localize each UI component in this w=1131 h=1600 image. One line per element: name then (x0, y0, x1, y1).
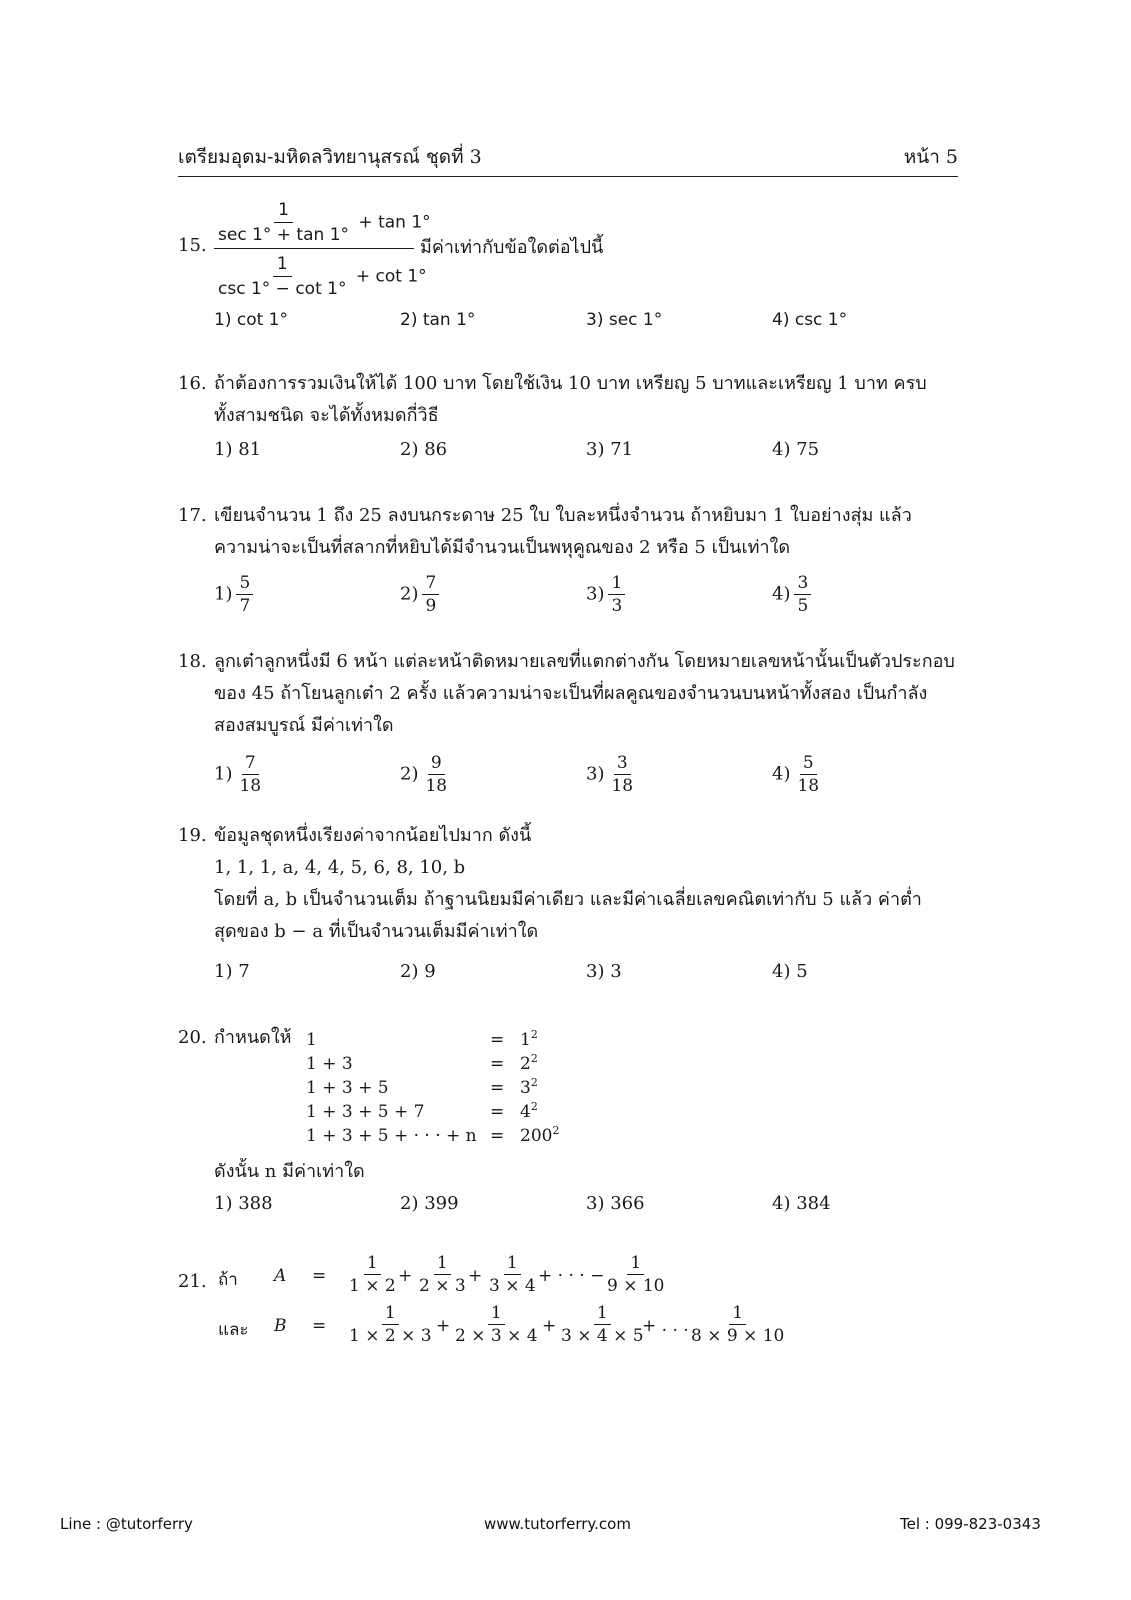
q20-question-text: ดังนั้น n มีค่าเท่าใด (214, 1161, 365, 1182)
option-3[interactable]: 3) 71 (586, 439, 634, 460)
question-number: 18. (178, 651, 207, 672)
option-1[interactable]: 1) 388 (214, 1193, 273, 1214)
question-number: 19. (178, 825, 207, 846)
question-number: 20. (178, 1027, 207, 1048)
option-2[interactable]: 2) $\frac{9}{18}$ (400, 753, 448, 796)
q20-lead: กำหนดให้ (214, 1027, 292, 1048)
q16-line-2: ทั้งสามชนิด จะได้ทั้งหมดกี่วิธี (214, 405, 439, 426)
q15-numerator: $\frac{1}{\sec 1^\circ + \tan 1^\circ}$ + tan 1° (218, 200, 431, 245)
option-1[interactable]: 1) $\frac{5}{7}$ (214, 572, 253, 617)
q15-text: มีค่าเท่ากับข้อใดต่อไปนี้ (420, 237, 604, 258)
question-number: 15. (178, 235, 207, 256)
question-17 (178, 500, 998, 630)
equation-row: 1 + 3 + 5 + 7 = $4^2$ (306, 1100, 538, 1122)
option-4[interactable]: 4) $\frac{5}{18}$ (772, 753, 820, 796)
option-2[interactable]: 2) 9 (400, 961, 436, 982)
option-4[interactable]: 4) 5 (772, 961, 808, 982)
exam-title: เตรียมอุดม-มหิดลวิทยานุสรณ์ ชุดที่ 3 (178, 146, 482, 168)
option-1[interactable]: 1) cot 1° (214, 310, 288, 330)
option-3[interactable]: 3) $\frac{3}{18}$ (586, 753, 634, 796)
question-number: 17. (178, 505, 207, 526)
option-2[interactable]: 2) $\frac{7}{9}$ (400, 572, 439, 617)
q17-line-2: ความน่าจะเป็นที่สลากที่หยิบได้มีจำนวนเป็นพหุคูณของ 2 หรือ 5 เป็นเท่าใด (214, 537, 791, 558)
q16-line-1: ถ้าต้องการรวมเงินให้ได้ 100 บาท โดยใช้เงิน 10 บาท เหรียญ 5 บาทและเหรียญ 1 บาท ครบ (214, 373, 927, 394)
option-1[interactable]: 1) 7 (214, 961, 250, 982)
option-1[interactable]: 1) $\frac{7}{18}$ (214, 753, 262, 796)
option-2[interactable]: 2) tan 1° (400, 310, 476, 330)
q18-line-3: สองสมบูรณ์ มีค่าเท่าใด (214, 715, 394, 736)
equation-row: 1 = $1^2$ (306, 1028, 538, 1050)
option-2[interactable]: 2) 86 (400, 439, 448, 460)
equation-row: 1 + 3 + 5 = $3^2$ (306, 1076, 538, 1098)
q15-denominator: $\frac{1}{\csc 1^\circ - \cot 1^\circ}$ + cot 1° (218, 254, 427, 299)
equation-row: 1 + 3 + 5 + · · · + n = $200^2$ (306, 1124, 560, 1146)
option-3[interactable]: 3) sec 1° (586, 310, 663, 330)
q21-b-expression: และ B = $\frac{1}{1 \times 2 \times 3}$ + $\frac{1}{2 \times 3 \times 4}$ + $\frac{1}{3 \times 4 \times 5}$ + . . . $\frac{1}{8 \times 9 \times 10}$ (218, 1303, 785, 1346)
q17-line-1: เขียนจำนวน 1 ถึง 25 ลงบนกระดาษ 25 ใบ ใบละหนึ่งจำนวน ถ้าหยิบมา 1 ใบอย่างสุ่ม แล้ว (214, 505, 912, 526)
option-2[interactable]: 2) 399 (400, 1193, 459, 1214)
question-19 (178, 820, 998, 990)
q15-complex-fraction (214, 198, 734, 308)
question-number: 16. (178, 373, 207, 394)
q19-line-3: โดยที่ a, b เป็นจำนวนเต็ม ถ้าฐานนิยมมีค่าเดียว และมีค่าเฉลี่ยเลขคณิตเท่ากับ 5 แล้ว ค่าต่ำ (214, 889, 922, 910)
equation-row: 1 + 3 = $2^2$ (306, 1052, 538, 1074)
option-3[interactable]: 3) 3 (586, 961, 622, 982)
option-4[interactable]: 4) $\frac{3}{5}$ (772, 572, 811, 617)
q18-line-1: ลูกเต๋าลูกหนึ่งมี 6 หน้า แต่ละหน้าติดหมายเลขที่แตกต่างกัน โดยหมายเลขหน้านั้นเป็นตัวประกอบ (214, 651, 955, 672)
q18-line-2: ของ 45 ถ้าโยนลูกเต๋า 2 ครั้ง แล้วความน่าจะเป็นที่ผลคูณของจำนวนบนหน้าทั้งสอง เป็นกำลัง (214, 683, 928, 704)
footer-website[interactable]: www.tutorferry.com (484, 1515, 631, 1533)
option-3[interactable]: 3) 366 (586, 1193, 645, 1214)
question-number: 21. (178, 1271, 207, 1292)
page-header (178, 146, 958, 177)
q19-line-1: ข้อมูลชุดหนึ่งเรียงค่าจากน้อยไปมาก ดังนี้ (214, 825, 532, 846)
q19-data-set: 1, 1, 1, a, 4, 4, 5, 6, 8, 10, b (214, 857, 466, 878)
option-3[interactable]: 3) $\frac{1}{3}$ (586, 572, 625, 617)
q20-question (178, 1156, 998, 1226)
q19-line-4: สุดของ b − a ที่เป็นจำนวนเต็มมีค่าเท่าใด (214, 921, 539, 942)
question-16 (178, 368, 998, 478)
page-number: หน้า 5 (903, 146, 958, 168)
question-18 (178, 646, 998, 806)
footer-line-contact: Line : @tutorferry (60, 1515, 193, 1533)
q15-main-bar (214, 248, 414, 249)
footer-phone: Tel : 099-823-0343 (900, 1515, 1041, 1533)
option-4[interactable]: 4) 75 (772, 439, 820, 460)
option-4[interactable]: 4) csc 1° (772, 310, 848, 330)
option-1[interactable]: 1) 81 (214, 439, 262, 460)
q21-a-expression: ถ้า A = $\frac{1}{1 \times 2}$ + $\frac{1}{2 \times 3}$ + $\frac{1}{3 \times 4}$ + · · · − $\frac{1}{9 \times 10}$ (218, 1253, 665, 1296)
option-4[interactable]: 4) 384 (772, 1193, 831, 1214)
